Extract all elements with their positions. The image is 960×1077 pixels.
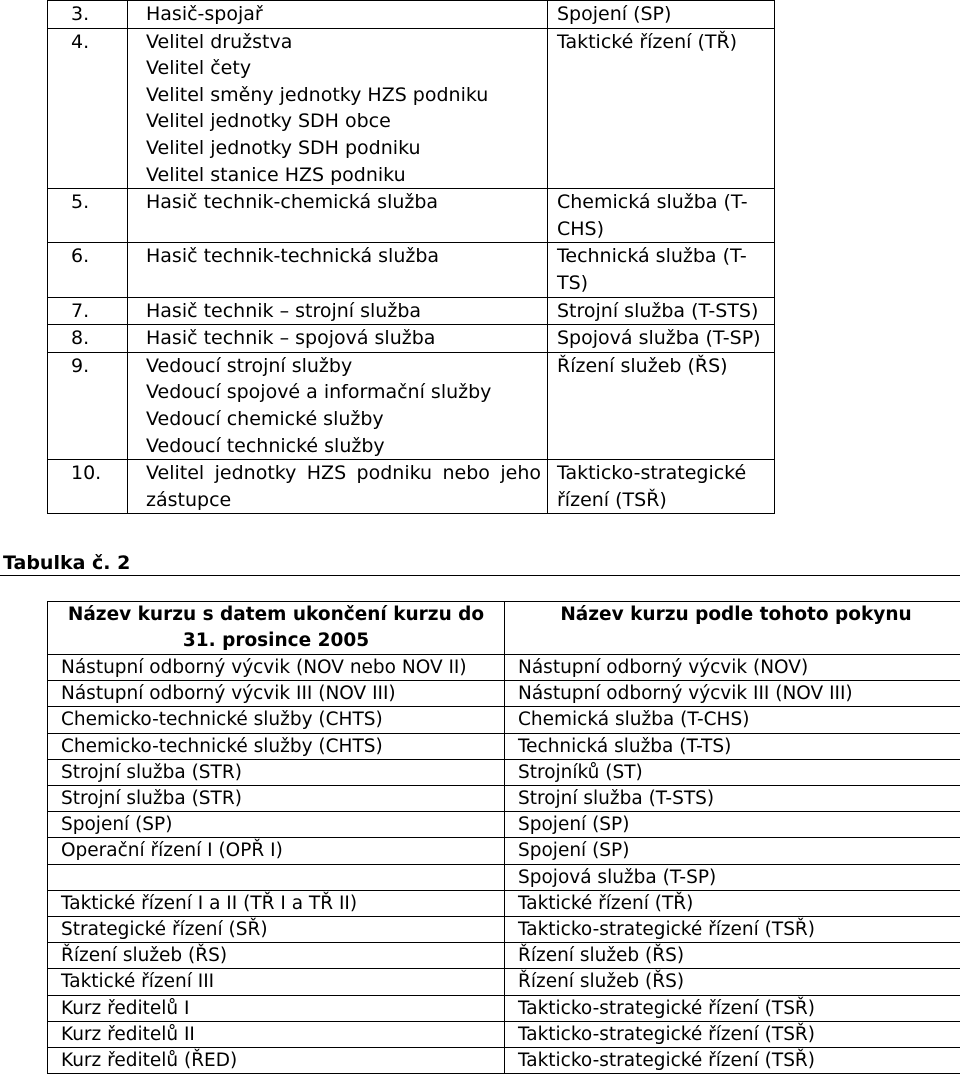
old-course-name: Taktické řízení I a II (TŘ I a TŘ II)	[48, 890, 505, 916]
row-number: 7.	[48, 297, 128, 325]
table-row	[48, 759, 960, 785]
function-name: Hasič-spojař	[146, 3, 263, 25]
function-names	[128, 243, 548, 297]
new-course-name: Takticko-strategické řízení (TSŘ)	[505, 1048, 960, 1074]
new-course-name: Technická služba (T-TS)	[505, 733, 960, 759]
row-number: 6.	[48, 243, 128, 297]
new-course-name: Strojníků (ST)	[505, 759, 960, 785]
old-course-name: Nástupní odborný výcvik (NOV nebo NOV II)	[48, 655, 505, 681]
row-number: 8.	[48, 325, 128, 353]
row-number: 10.	[48, 460, 128, 514]
old-course-name	[48, 864, 505, 890]
training-area: Řízení služeb (ŘS)	[548, 352, 775, 459]
table-row	[48, 655, 960, 681]
new-course-name: Taktické řízení (TŘ)	[505, 890, 960, 916]
function-names	[128, 28, 548, 189]
table-row	[48, 189, 775, 243]
function-names	[128, 297, 548, 325]
qualification-table-body	[48, 1, 775, 514]
function-name: Vedoucí spojové a informační služby	[146, 381, 492, 404]
function-name: Velitel jednotky SDH obce	[146, 110, 391, 133]
column-header-new-course: Název kurzu podle tohoto pokynu	[505, 602, 960, 655]
table-row	[48, 890, 960, 916]
old-course-name: Chemicko-technické služby (CHTS)	[48, 707, 505, 733]
new-course-name: Strojní služba (T-STS)	[505, 786, 960, 812]
old-course-name: Strojní služba (STR)	[48, 759, 505, 785]
table-row	[48, 28, 775, 189]
table-caption: Tabulka č. 2	[3, 552, 131, 574]
old-course-name: Kurz ředitelů (ŘED)	[48, 1048, 505, 1074]
old-course-name: Taktické řízení III	[48, 969, 505, 995]
new-course-name: Spojení (SP)	[505, 812, 960, 838]
function-name: Velitel směny jednotky HZS podniku	[146, 83, 489, 106]
old-course-name: Kurz ředitelů II	[48, 1021, 505, 1047]
function-name: Vedoucí technické služby	[146, 434, 385, 457]
function-name: Vedoucí chemické služby	[146, 407, 384, 430]
training-area: Spojová služba (T-SP)	[548, 325, 775, 353]
table-row	[48, 838, 960, 864]
old-course-name: Strategické řízení (SŘ)	[48, 917, 505, 943]
table-row	[48, 969, 960, 995]
function-names	[128, 460, 548, 514]
function-name: Hasič technik-technická služba	[146, 245, 440, 268]
function-name: Vedoucí strojní služby	[146, 354, 353, 377]
old-course-name: Nástupní odborný výcvik III (NOV III)	[48, 681, 505, 707]
row-number: 3.	[48, 1, 128, 29]
table-header-row	[48, 602, 960, 655]
function-name: Velitel jednotky HZS podniku nebo jeho zástupce	[146, 462, 541, 511]
function-name: Hasič technik-chemická služba	[146, 191, 439, 214]
training-area: Spojení (SP)	[548, 1, 775, 29]
function-names	[128, 352, 548, 459]
new-course-name: Spojení (SP)	[505, 838, 960, 864]
column-header-old-course: Název kurzu s datem ukončení kurzu do 31. prosince 2005	[48, 602, 505, 655]
table-row	[48, 995, 960, 1021]
row-number: 4.	[48, 28, 128, 189]
table-row	[48, 864, 960, 890]
table-row	[48, 297, 775, 325]
table-row	[48, 352, 775, 459]
table-row	[48, 681, 960, 707]
old-course-name: Operační řízení I (OPŘ I)	[48, 838, 505, 864]
table-row	[48, 1048, 960, 1074]
function-name: Velitel jednotky SDH podniku	[146, 136, 421, 159]
caption-divider	[0, 575, 960, 576]
table-row	[48, 460, 775, 514]
table-row	[48, 707, 960, 733]
function-name: Hasič technik – spojová služba	[146, 327, 436, 350]
table-row	[48, 325, 775, 353]
new-course-name: Chemická služba (T-CHS)	[505, 707, 960, 733]
new-course-name: Řízení služeb (ŘS)	[505, 943, 960, 969]
row-number: 9.	[48, 352, 128, 459]
new-course-name: Spojová služba (T-SP)	[505, 864, 960, 890]
new-course-name: Takticko-strategické řízení (TSŘ)	[505, 995, 960, 1021]
function-names	[128, 1, 548, 29]
function-name: Velitel družstva	[146, 30, 293, 53]
function-names	[128, 189, 548, 243]
training-area: Strojní služba (T-STS)	[548, 297, 775, 325]
qualification-table	[47, 0, 775, 514]
course-mapping-table	[47, 601, 960, 1074]
function-name: Hasič technik – strojní služba	[146, 299, 422, 322]
old-course-name: Řízení služeb (ŘS)	[48, 943, 505, 969]
training-area: Taktické řízení (TŘ)	[548, 28, 775, 189]
table-row	[48, 1021, 960, 1047]
course-mapping-table-body	[48, 655, 960, 1074]
new-course-name: Takticko-strategické řízení (TSŘ)	[505, 1021, 960, 1047]
table-row	[48, 917, 960, 943]
new-course-name: Nástupní odborný výcvik III (NOV III)	[505, 681, 960, 707]
function-name: Velitel čety	[146, 57, 252, 80]
table-row	[48, 733, 960, 759]
new-course-name: Nástupní odborný výcvik (NOV)	[505, 655, 960, 681]
old-course-name: Strojní služba (STR)	[48, 786, 505, 812]
old-course-name: Chemicko-technické služby (CHTS)	[48, 733, 505, 759]
new-course-name: Řízení služeb (ŘS)	[505, 969, 960, 995]
training-area: Chemická služba (T-CHS)	[548, 189, 775, 243]
table-row	[48, 1, 775, 29]
old-course-name: Spojení (SP)	[48, 812, 505, 838]
function-names	[128, 325, 548, 353]
table-row	[48, 943, 960, 969]
new-course-name: Takticko-strategické řízení (TSŘ)	[505, 917, 960, 943]
old-course-name: Kurz ředitelů I	[48, 995, 505, 1021]
training-area: Takticko-strategické řízení (TSŘ)	[548, 460, 775, 514]
function-name: Velitel stanice HZS podniku	[146, 163, 406, 186]
table-row	[48, 812, 960, 838]
row-number: 5.	[48, 189, 128, 243]
table-row	[48, 786, 960, 812]
table-row	[48, 243, 775, 297]
training-area: Technická služba (T-TS)	[548, 243, 775, 297]
